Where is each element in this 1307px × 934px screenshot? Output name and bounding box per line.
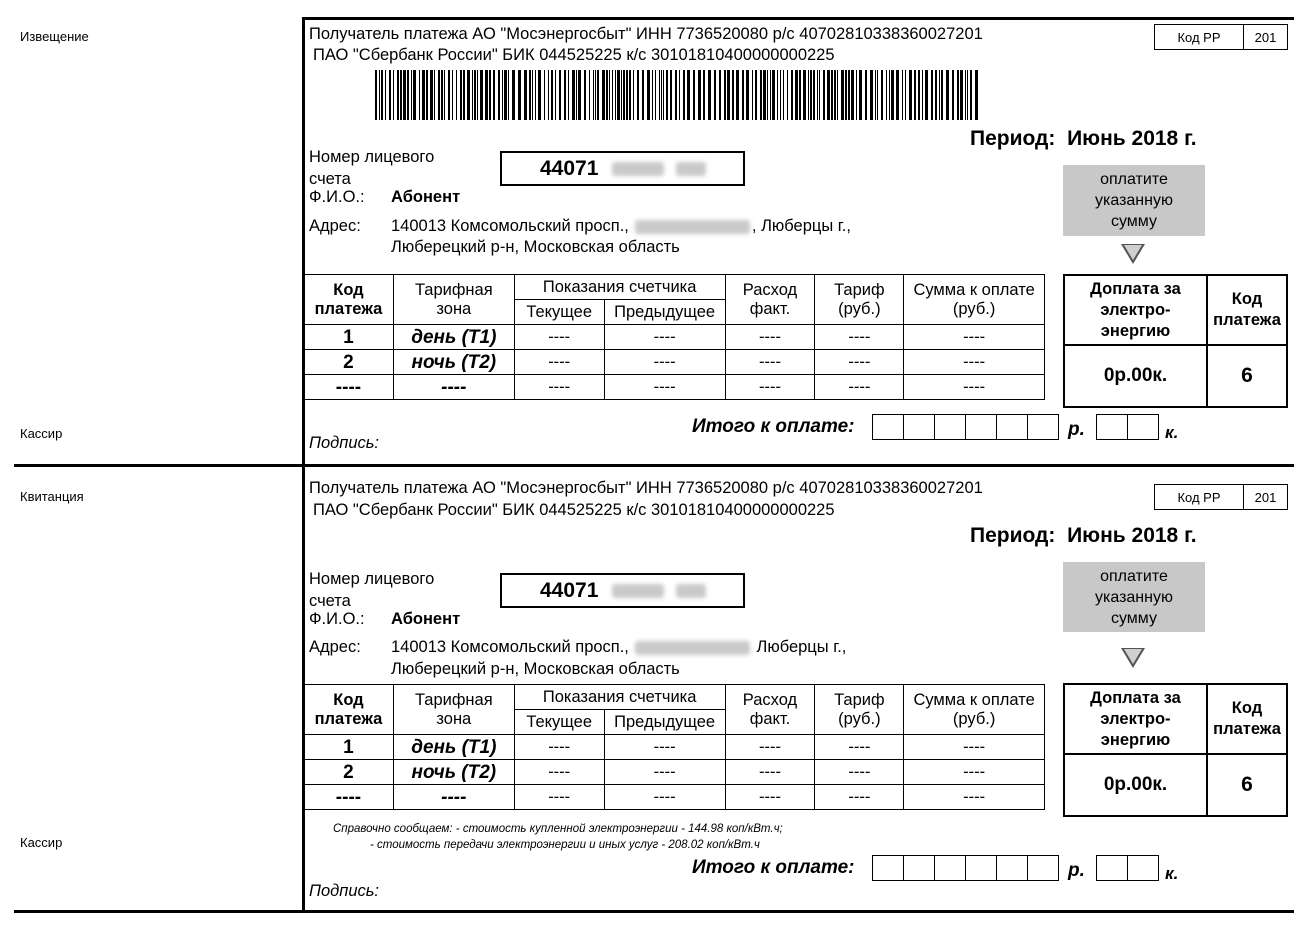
barcode-bar	[538, 70, 541, 120]
recipient-line-2: ПАО "Сбербанк России" БИК 044525225 к/с 30101810400000000225	[313, 501, 835, 519]
barcode-bar	[463, 70, 465, 120]
barcode-bar	[535, 70, 536, 120]
header-consumption: Расход факт.	[725, 275, 815, 325]
header-tariff: Тариф (руб.)	[815, 685, 904, 735]
barcode-bar	[397, 70, 399, 120]
barcode-bar	[452, 70, 453, 120]
barcode-bar	[606, 70, 608, 120]
barcode-bar	[834, 70, 836, 120]
barcode-bar	[524, 70, 527, 120]
note-line-1: Справочно сообщаем: - стоимость купленной электроэнергии - 144.98 коп/кВт.ч;	[333, 823, 783, 835]
address-line-2: Люберецкий р-н, Московская область	[391, 238, 680, 256]
barcode-bar	[875, 70, 876, 120]
barcode-bar	[595, 70, 596, 120]
barcode-bar	[456, 70, 457, 120]
barcode-bar	[732, 70, 734, 120]
barcode-bar	[772, 70, 775, 120]
barcode-bar	[939, 70, 940, 120]
barcode-bar	[655, 70, 656, 120]
barcode-bar	[589, 70, 590, 120]
total-rubles-cells[interactable]	[872, 855, 1059, 881]
barcode-bar	[859, 70, 862, 120]
header-consumption: Расход факт.	[725, 685, 815, 735]
barcode-bar	[770, 70, 771, 120]
barcode-bar	[615, 70, 616, 120]
barcode-bar	[767, 70, 768, 120]
redacted-address	[635, 220, 750, 234]
header-readings: Показания счетчика	[514, 685, 725, 710]
barcode-bar	[637, 70, 639, 120]
kop-label: к.	[1165, 423, 1179, 442]
pay-hint-box: оплатите указанную сумму	[1063, 165, 1205, 236]
barcode-bar	[413, 70, 416, 120]
barcode-bar	[512, 70, 515, 120]
barcode-bar	[467, 70, 470, 120]
header-payment-code: Код платежа	[1207, 275, 1287, 345]
pay-hint-box: оплатите указанную сумму	[1063, 562, 1205, 632]
account-number-box	[500, 151, 745, 186]
barcode-bar	[967, 70, 968, 120]
total-kopecks-cells[interactable]	[1096, 855, 1159, 881]
table-row: 1 день (Т1) ---- ---- ---- ---- ----	[304, 325, 1045, 350]
barcode-bar	[474, 70, 476, 120]
barcode-bar	[576, 70, 577, 120]
barcode-bar	[935, 70, 937, 120]
recipient-line-2: ПАО "Сбербанк России" БИК 044525225 к/с 30101810400000000225	[313, 46, 835, 64]
address-line-1: 140013 Комсомольский просп., Люберцы г.,	[391, 638, 847, 656]
barcode-bar	[659, 70, 660, 120]
barcode-bar	[909, 70, 912, 120]
period-value: Июнь 2018 г.	[1067, 524, 1197, 547]
cashier-label: Кассир	[20, 835, 63, 850]
period-label: Период:	[970, 127, 1056, 150]
barcode-bar	[633, 70, 634, 120]
account-label-1: Номер лицевого	[309, 570, 435, 588]
barcode-bar	[714, 70, 716, 120]
barcode-bar	[642, 70, 644, 120]
barcode-bar	[808, 70, 809, 120]
barcode-bar	[777, 70, 778, 120]
barcode-bar	[400, 70, 402, 120]
barcode-bar	[965, 70, 966, 120]
barcode-bar	[532, 70, 533, 120]
header-sum: Сумма к оплате (руб.)	[904, 685, 1045, 735]
redacted-account-part	[612, 584, 664, 598]
redacted-account-part	[676, 162, 706, 176]
account-number-box	[500, 573, 745, 608]
barcode-bar	[817, 70, 818, 120]
header-previous: Предыдущее	[604, 710, 725, 735]
barcode-bar	[795, 70, 798, 120]
barcode-bar	[975, 70, 978, 120]
barcode-bar	[666, 70, 668, 120]
barcode-bar	[931, 70, 933, 120]
header-current: Текущее	[514, 300, 604, 325]
barcode-bar	[551, 70, 553, 120]
barcode-bar	[508, 70, 509, 120]
barcode-bar	[708, 70, 711, 120]
barcode-bar	[679, 70, 680, 120]
total-kopecks-cells[interactable]	[1096, 414, 1159, 440]
barcode-bar	[477, 70, 478, 120]
barcode-bar	[693, 70, 695, 120]
account-label-2: счета	[309, 170, 351, 188]
barcode-bar	[719, 70, 721, 120]
barcode-bar	[559, 70, 561, 120]
header-code: Код платежа	[304, 275, 394, 325]
barcode-bar	[827, 70, 830, 120]
barcode-bar	[914, 70, 916, 120]
header-surcharge: Доплата за электро- энергию	[1064, 275, 1207, 345]
barcode-bar	[819, 70, 820, 120]
barcode-bar	[578, 70, 581, 120]
header-sum: Сумма к оплате (руб.)	[904, 275, 1045, 325]
barcode-bar	[379, 70, 380, 120]
barcode-bar	[742, 70, 744, 120]
fio-label: Ф.И.О.:	[309, 610, 365, 628]
fio-value: Абонент	[391, 188, 461, 206]
barcode-bar	[727, 70, 730, 120]
code-rr-box	[1154, 484, 1288, 510]
barcode-bar	[411, 70, 412, 120]
header-tariff: Тариф (руб.)	[815, 275, 904, 325]
barcode-bar	[865, 70, 867, 120]
barcode-bar	[375, 70, 377, 120]
barcode	[375, 70, 980, 120]
barcode-bar	[419, 70, 420, 120]
barcode-bar	[698, 70, 701, 120]
barcode-bar	[687, 70, 690, 120]
barcode-bar	[780, 70, 781, 120]
barcode-bar	[548, 70, 549, 120]
barcode-bar	[661, 70, 662, 120]
barcode-bar	[652, 70, 653, 120]
down-arrow-icon	[1121, 648, 1145, 668]
barcode-bar	[389, 70, 391, 120]
barcode-bar	[502, 70, 503, 120]
bottom-rule	[14, 910, 1294, 913]
table-row: ---- ---- ---- ---- ---- ---- ----	[304, 785, 1045, 810]
barcode-bar	[946, 70, 949, 120]
barcode-bar	[544, 70, 545, 120]
barcode-bar	[407, 70, 409, 120]
code-rr-value: 201	[1254, 489, 1277, 505]
barcode-bar	[683, 70, 685, 120]
barcode-bar	[393, 70, 394, 120]
barcode-bar	[970, 70, 972, 120]
barcode-bar	[489, 70, 491, 120]
barcode-bar	[438, 70, 440, 120]
address-line-2: Люберецкий р-н, Московская область	[391, 660, 680, 678]
barcode-bar	[724, 70, 726, 120]
barcode-bar	[886, 70, 887, 120]
barcode-bar	[856, 70, 857, 120]
barcode-bar	[837, 70, 838, 120]
table-row: ---- ---- ---- ---- ---- ---- ----	[304, 375, 1045, 400]
account-label-1: Номер лицевого	[309, 148, 435, 166]
period-label: Период:	[970, 524, 1056, 547]
barcode-bar	[902, 70, 903, 120]
down-arrow-icon	[1121, 244, 1145, 264]
barcode-bar	[675, 70, 677, 120]
period	[970, 524, 1197, 548]
total-label: Итого к оплате:	[692, 416, 855, 437]
barcode-bar	[441, 70, 443, 120]
barcode-bar	[485, 70, 488, 120]
barcode-bar	[881, 70, 883, 120]
barcode-bar	[905, 70, 906, 120]
barcode-bar	[736, 70, 739, 120]
readings-table	[303, 274, 1045, 400]
barcode-bar	[851, 70, 854, 120]
barcode-bar	[791, 70, 793, 120]
address-line-1: 140013 Комсомольский просп., , Люберцы г.,	[391, 217, 851, 235]
surcharge-table	[1063, 274, 1288, 408]
surcharge-amount: 0р.00к.	[1064, 345, 1207, 407]
account-label-2: счета	[309, 592, 351, 610]
barcode-bar	[799, 70, 801, 120]
header-zone: Тарифная зона	[393, 685, 514, 735]
barcode-bar	[918, 70, 920, 120]
code-rr-box	[1154, 24, 1288, 50]
barcode-bar	[810, 70, 812, 120]
top-rule	[302, 17, 1294, 20]
header-surcharge: Доплата за электро- энергию	[1064, 684, 1207, 754]
rub-label: р.	[1068, 419, 1085, 440]
barcode-bar	[498, 70, 500, 120]
signature-label[interactable]: Подпись:	[309, 882, 380, 900]
barcode-bar	[422, 70, 425, 120]
total-label: Итого к оплате:	[692, 857, 855, 878]
barcode-bar	[763, 70, 766, 120]
barcode-bar	[444, 70, 445, 120]
barcode-bar	[434, 70, 435, 120]
barcode-bar	[941, 70, 943, 120]
redacted-account-part	[612, 162, 664, 176]
table-row: 2 ночь (Т2) ---- ---- ---- ---- ----	[304, 760, 1045, 785]
barcode-bar	[612, 70, 613, 120]
header-readings: Показания счетчика	[514, 275, 725, 300]
barcode-bar	[755, 70, 757, 120]
header-zone: Тарифная зона	[393, 275, 514, 325]
barcode-bar	[845, 70, 847, 120]
barcode-bar	[472, 70, 473, 120]
barcode-bar	[813, 70, 815, 120]
recipient-line-1: Получатель платежа АО "Мосэнергосбыт" ИНН 7736520080 р/с 40702810338360027201	[309, 479, 983, 497]
barcode-bar	[848, 70, 850, 120]
barcode-bar	[663, 70, 664, 120]
redacted-address	[635, 641, 750, 655]
barcode-bar	[746, 70, 749, 120]
table-row: 2 ночь (Т2) ---- ---- ---- ---- ----	[304, 350, 1045, 375]
barcode-bar	[623, 70, 625, 120]
code-rr-label: Код РР	[1155, 25, 1244, 49]
header-previous: Предыдущее	[604, 300, 725, 325]
total-rubles-cells[interactable]	[872, 414, 1059, 440]
rub-label: р.	[1068, 860, 1085, 881]
barcode-bar	[952, 70, 954, 120]
barcode-bar	[493, 70, 495, 120]
surcharge-table	[1063, 683, 1288, 817]
barcode-bar	[385, 70, 386, 120]
barcode-bar	[564, 70, 566, 120]
barcode-bar	[957, 70, 959, 120]
barcode-bar	[703, 70, 705, 120]
kop-label: к.	[1165, 864, 1179, 883]
barcode-bar	[602, 70, 605, 120]
barcode-bar	[584, 70, 586, 120]
barcode-bar	[597, 70, 599, 120]
barcode-bar	[430, 70, 433, 120]
barcode-bar	[896, 70, 899, 120]
barcode-bar	[841, 70, 844, 120]
header-current: Текущее	[514, 710, 604, 735]
barcode-bar	[647, 70, 650, 120]
side-label: Квитанция	[20, 489, 84, 504]
barcode-bar	[504, 70, 507, 120]
address-label: Адрес:	[309, 217, 361, 235]
barcode-bar	[555, 70, 556, 120]
barcode-bar	[448, 70, 450, 120]
side-label: Извещение	[20, 29, 89, 44]
barcode-bar	[593, 70, 594, 120]
barcode-bar	[925, 70, 928, 120]
readings-table	[303, 684, 1045, 810]
barcode-bar	[626, 70, 628, 120]
barcode-bar	[831, 70, 833, 120]
barcode-bar	[877, 70, 878, 120]
barcode-bar	[960, 70, 963, 120]
barcode-bar	[460, 70, 462, 120]
signature-label[interactable]: Подпись:	[309, 434, 380, 452]
table-row: 1 день (Т1) ---- ---- ---- ---- ----	[304, 735, 1045, 760]
barcode-bar	[529, 70, 531, 120]
payment-code-value: 6	[1207, 345, 1287, 407]
barcode-bar	[518, 70, 521, 120]
barcode-bar	[922, 70, 923, 120]
barcode-bar	[572, 70, 575, 120]
surcharge-amount: 0р.00к.	[1064, 754, 1207, 816]
header-code: Код платежа	[304, 685, 394, 735]
barcode-bar	[823, 70, 825, 120]
barcode-bar	[426, 70, 428, 120]
payment-code-value: 6	[1207, 754, 1287, 816]
note-line-2: - стоимость передачи электроэнергии и иных услуг - 208.02 коп/кВт.ч	[370, 839, 760, 851]
barcode-bar	[891, 70, 894, 120]
barcode-bar	[760, 70, 762, 120]
period-value: Июнь 2018 г.	[1067, 127, 1197, 150]
redacted-account-part	[676, 584, 706, 598]
barcode-bar	[889, 70, 890, 120]
address-label: Адрес:	[309, 638, 361, 656]
middle-rule	[14, 464, 1294, 467]
account-number: 44071	[540, 156, 599, 180]
barcode-bar	[480, 70, 483, 120]
recipient-line-1: Получатель платежа АО "Мосэнергосбыт" ИНН 7736520080 р/с 40702810338360027201	[309, 25, 983, 43]
barcode-bar	[609, 70, 610, 120]
barcode-bar	[803, 70, 806, 120]
barcode-bar	[568, 70, 569, 120]
account-number: 44071	[540, 578, 599, 602]
code-rr-value: 201	[1254, 29, 1277, 45]
barcode-bar	[783, 70, 784, 120]
barcode-bar	[752, 70, 753, 120]
cashier-label: Кассир	[20, 426, 63, 441]
barcode-bar	[629, 70, 631, 120]
barcode-bar	[670, 70, 672, 120]
barcode-bar	[617, 70, 620, 120]
fio-value: Абонент	[391, 610, 461, 628]
period	[970, 127, 1197, 151]
code-rr-label: Код РР	[1155, 485, 1244, 509]
barcode-bar	[381, 70, 383, 120]
barcode-bar	[621, 70, 622, 120]
header-payment-code: Код платежа	[1207, 684, 1287, 754]
fio-label: Ф.И.О.:	[309, 188, 365, 206]
barcode-bar	[870, 70, 873, 120]
barcode-bar	[787, 70, 788, 120]
barcode-bar	[403, 70, 406, 120]
